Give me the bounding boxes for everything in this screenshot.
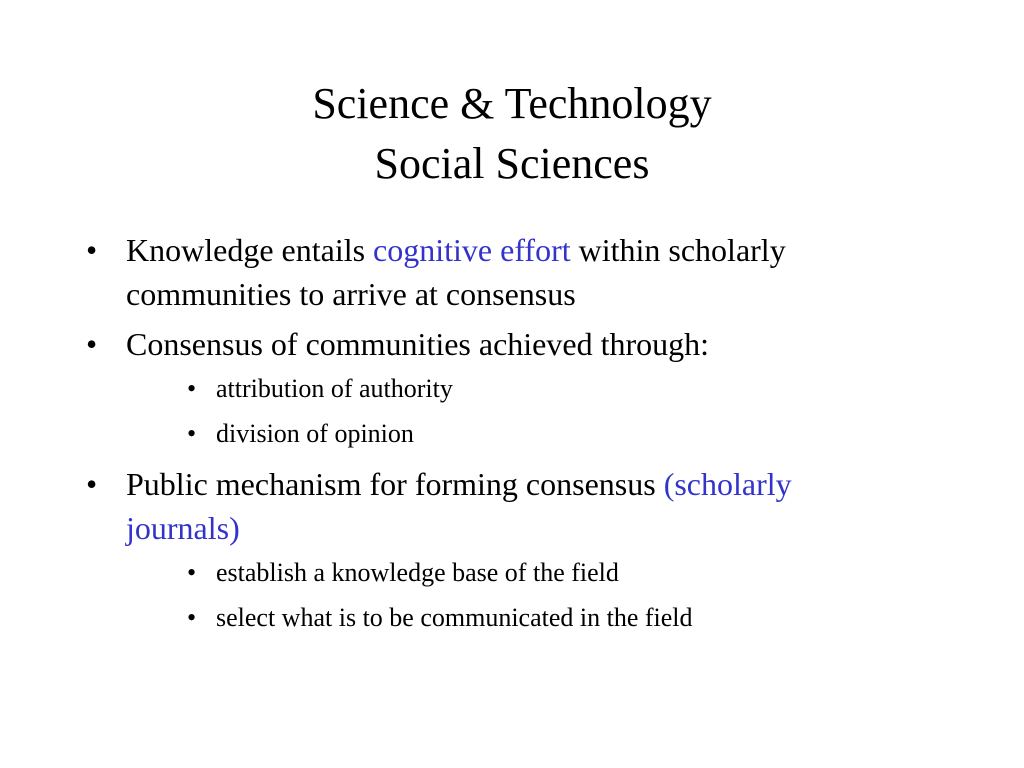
sub-item-text: establish a knowledge base of the field [216,558,619,587]
sub-bullet-item [84,372,884,406]
sub-item-text: select what is to be communicated in the field [216,603,693,632]
item-text-continued: within scholarly communities to arrive at consensus [126,232,786,312]
bullet-item-knowledge [84,228,884,316]
sub-bullet-item [84,601,884,635]
sub-item-text: division of opinion [216,419,414,448]
bullet-item-consensus [84,322,884,366]
sub-bullet-item [84,417,884,451]
sub-list-public-mechanism [84,556,884,635]
item-text: Consensus of communities achieved through: [126,326,710,362]
highlight-scholarly-journals: (scholarly journals) [126,466,792,546]
bullet-icon: • [187,603,197,632]
bullet-icon: • [86,232,98,268]
bullet-item-public-mechanism [84,462,884,550]
bullet-icon: • [86,326,98,362]
bullet-list [84,228,884,646]
bullet-icon: • [86,466,98,502]
bullet-icon: • [187,558,197,587]
highlight-cognitive-effort: cognitive effort [373,232,571,268]
item-text: Knowledge entails [126,232,374,268]
title-line-2: Social Sciences [374,139,650,188]
slide-title [0,74,1024,194]
item-text: Public mechanism for forming consensus [126,466,664,502]
bullet-icon: • [187,419,197,448]
sub-item-text: attribution of authority [216,374,453,403]
bullet-icon: • [187,374,197,403]
sub-bullet-item [84,556,884,590]
title-line-1: Science & Technology [312,79,712,128]
sub-list-consensus [84,372,884,451]
